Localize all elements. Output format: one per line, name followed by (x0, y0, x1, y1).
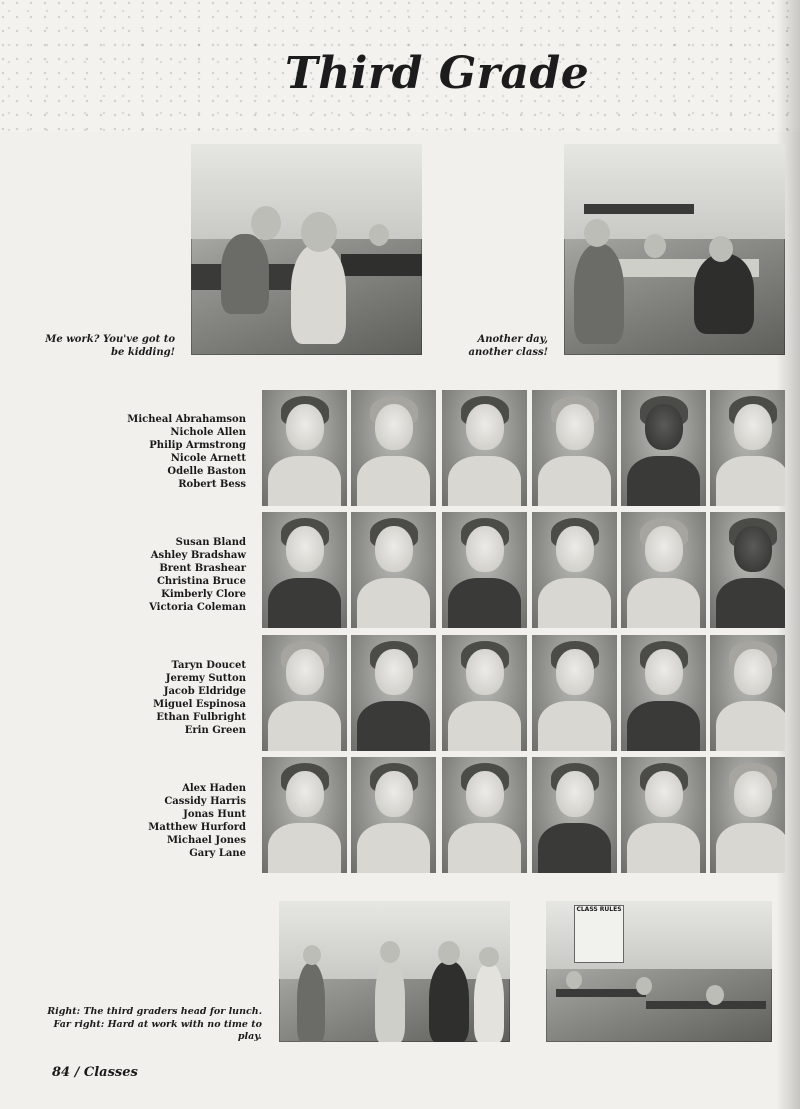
class-rules-sign: CLASS RULES (574, 905, 624, 963)
photo-class-at-work (546, 901, 772, 1042)
portrait (532, 390, 617, 506)
portrait (621, 512, 706, 628)
name-list-row-1: Micheal Abrahamson Nichole Allen Philip Armstrong Nicole Arnett Odelle Baston Robert Bess (127, 414, 246, 490)
photo-classroom-left (191, 144, 422, 355)
portrait (262, 757, 347, 873)
name-list-row-3: Taryn Doucet Jeremy Sutton Jacob Eldridge Miguel Espinosa Ethan Fulbright Erin Green (153, 660, 246, 736)
portrait (351, 757, 436, 873)
portrait (262, 635, 347, 751)
name-list-row-2: Susan Bland Ashley Bradshaw Brent Brashear Christina Bruce Kimberly Clore Victoria Coleman (149, 537, 246, 613)
portrait (351, 635, 436, 751)
portrait (262, 390, 347, 506)
portrait (621, 390, 706, 506)
portrait (532, 512, 617, 628)
portrait (351, 390, 436, 506)
caption-bottom: Right: The third graders head for lunch. Far right: Hard at work with no time to play. (47, 1006, 262, 1042)
portrait (262, 512, 347, 628)
portrait (532, 635, 617, 751)
portrait (710, 512, 785, 628)
portrait (621, 757, 706, 873)
portrait (442, 635, 527, 751)
portrait (532, 757, 617, 873)
portrait (442, 390, 527, 506)
portrait (710, 757, 785, 873)
portrait (710, 390, 785, 506)
portrait (442, 757, 527, 873)
name-list-row-4: Alex Haden Cassidy Harris Jonas Hunt Matthew Hurford Michael Jones Gary Lane (148, 783, 246, 859)
portrait (621, 635, 706, 751)
page-title: Third Grade (285, 48, 590, 99)
caption-top-right: Another day, another class! (468, 334, 548, 358)
portrait (710, 635, 785, 751)
portrait (351, 512, 436, 628)
caption-top-left: Me work? You've got to be kidding! (45, 334, 175, 358)
portrait (442, 512, 527, 628)
photo-lunch-line (279, 901, 510, 1042)
photo-classroom-right (564, 144, 785, 355)
page-folio: 84 / Classes (52, 1065, 138, 1080)
